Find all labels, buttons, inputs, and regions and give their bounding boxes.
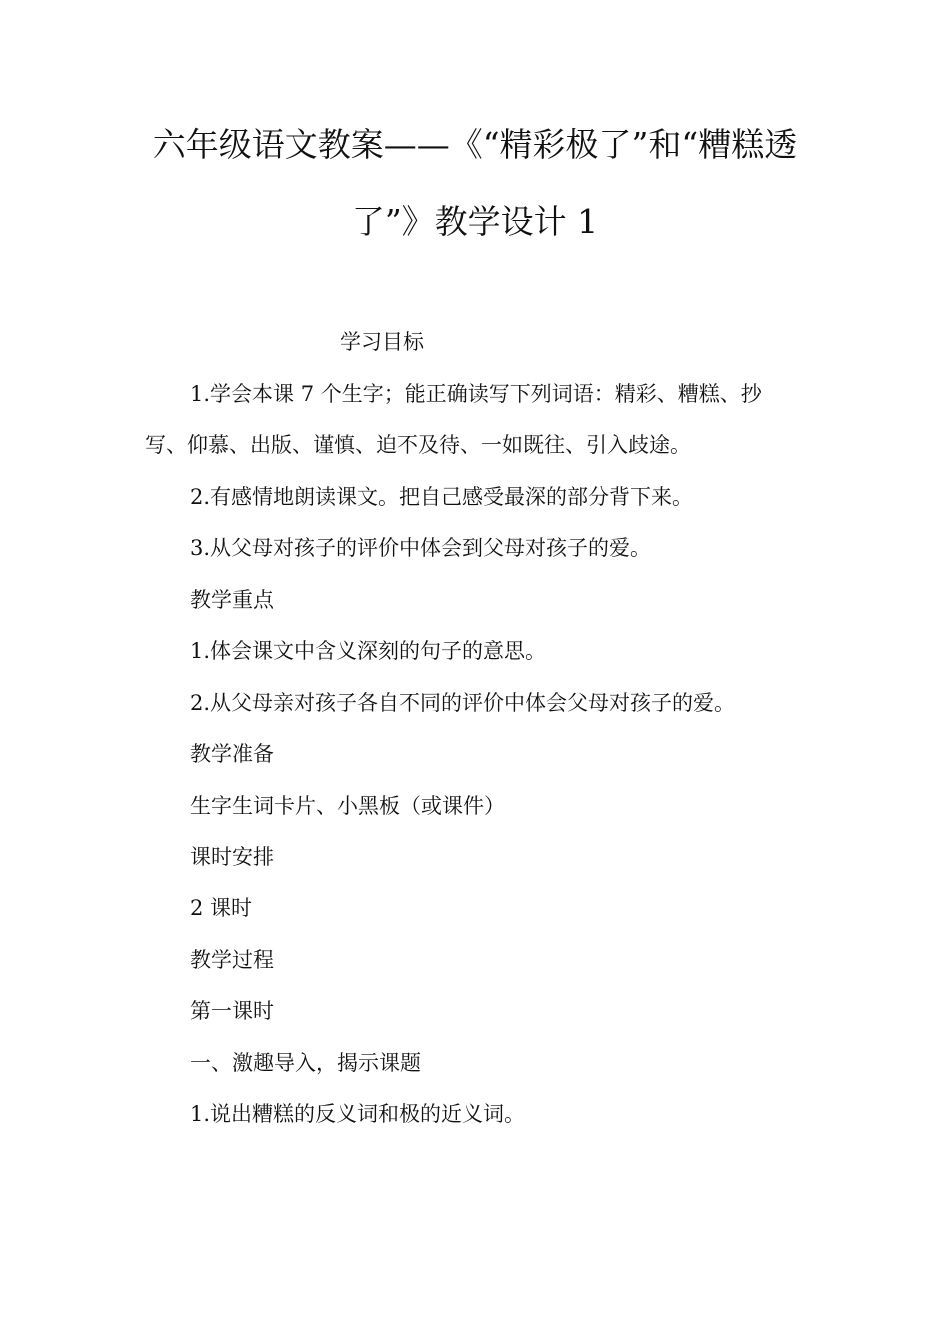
heading-key-points: 教学重点	[190, 588, 274, 612]
heading-schedule: 课时安排	[190, 845, 274, 869]
paragraph-schedule: 2 课时	[190, 896, 253, 920]
heading-preparation: 教学准备	[190, 742, 274, 766]
paragraph-step-1-item-1: 1.说出糟糕的反义词和极的近义词。	[190, 1102, 526, 1126]
paragraph-key-point-2: 2.从父母亲对孩子各自不同的评价中体会父母对孩子的爱。	[190, 691, 736, 715]
paragraph-goal-3: 3.从父母对孩子的评价中体会到父母对孩子的爱。	[190, 536, 652, 560]
paragraph-goal-1: 1.学会本课 7 个生字；能正确读写下列词语：精彩、糟糕、抄	[190, 382, 762, 406]
heading-first-lesson: 第一课时	[190, 999, 274, 1023]
document-title-line-2: 了”》教学设计 1	[351, 202, 599, 241]
heading-process: 教学过程	[190, 948, 274, 972]
heading-step-1: 一、激趣导入，揭示课题	[190, 1051, 421, 1075]
paragraph-key-point-1: 1.体会课文中含义深刻的句子的意思。	[190, 639, 547, 663]
paragraph-goal-1-continued: 写、仰慕、出版、谨慎、迫不及待、一如既往、引入歧途。	[145, 433, 691, 457]
paragraph-preparation: 生字生词卡片、小黑板（或课件）	[190, 794, 505, 818]
paragraph-goal-2: 2.有感情地朗读课文。把自己感受最深的部分背下来。	[190, 485, 694, 509]
document-title-line-1: 六年级语文教案——《“精彩极了”和“糟糕透	[152, 125, 798, 164]
section-heading-goals: 学习目标	[340, 330, 424, 354]
